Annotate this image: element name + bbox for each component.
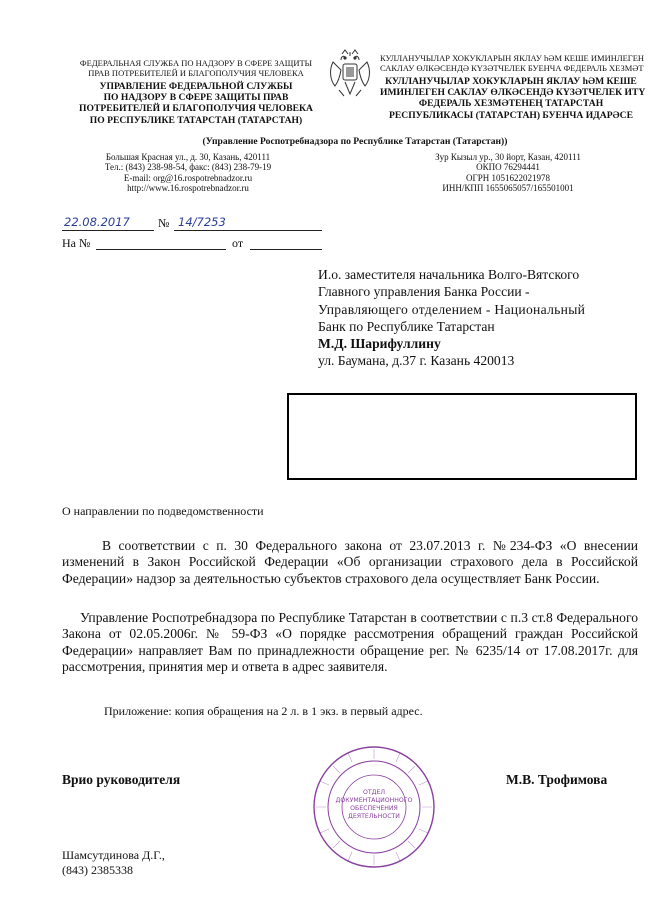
stamp-line-4: ДЕЯТЕЛЬНОСТИ: [348, 813, 400, 820]
agency-line-2-tatar: САКЛАУ ӨЛКӘСЕНДӘ КҮЗӘТЧЕЛЕК БУЕНЧА ФЕДЕРАЛЬ ХЕЗМӘТ: [380, 63, 644, 73]
stamp-line-3: ОБЕСПЕЧЕНИЯ: [350, 805, 398, 812]
body-paragraph-2: Управление Роспотребнадзора по Республике Татарстан в соответствии с п.3 ст.8 Федерального Закона от 02.05.2006г. № 59-ФЗ «О порядке рассмотрения обращений граждан Российской Федерации» направляет Вам по принадлежности обращение рег. № 6235/14 от 17.08.2017г. для рассмотрения, принятия мер и ответа в адрес заявителя.: [62, 610, 638, 674]
body-paragraph-1: В соответствии с п. 30 Федерального закона от 23.07.2013 г. №234-ФЗ «О внесении изменений в Закон Российской Федерации «Об организации страхового дела в Российской Федерации» надзор за деятельностью субъектов страхового дела осуществляет Банк России.: [62, 538, 638, 586]
okpo: ОКПО 76294441: [476, 162, 540, 173]
email: E-mail: org@16.rospotrebnadzor.ru: [123, 172, 253, 183]
office-line-1: УПРАВЛЕНИЕ ФЕДЕРАЛЬНОЙ СЛУЖБЫ: [99, 81, 293, 92]
coat-of-arms-icon: [325, 46, 375, 104]
office-line-2: ПО НАДЗОРУ В СФЕРЕ ЗАЩИТЫ ПРАВ: [103, 92, 289, 104]
reg-no-label: №: [158, 216, 170, 230]
office-line-1-tatar: КУЛЛАНУЧЫЛАР ХОКУКЛАРЫН ЯКЛАУ һӘМ КЕШЕ: [385, 76, 637, 87]
incoming-reg: [62, 236, 322, 252]
contacts-left: [68, 152, 308, 193]
attachment-note: Приложение: копия обращения на 2 л. в 1 экз. в первый адрес.: [104, 704, 423, 718]
executor-name: Шамсутдинова Д.Г.,: [62, 848, 165, 862]
ogrn: ОГРН 1051622021978: [466, 172, 550, 183]
addressee-name: М.Д. Шарифуллину: [318, 336, 441, 352]
stamp-text: [334, 789, 414, 821]
short-name: (Управление Роспотребнадзора по Республике Татарстан (Татарстан)): [202, 136, 508, 147]
reg-number-line: [174, 216, 322, 231]
office-line-2-tatar: ИМИНЛЕГЕН САКЛАУ ӨЛКӘСЕНДӘ КҮЗӘТЧЕЛЕК ИТҮ: [380, 87, 646, 99]
addressee-line-3: Управляющего отделением - Национальный: [318, 301, 586, 317]
address-right: Зур Кызыл ур., 30 йорт, Казан, 420111: [435, 152, 581, 162]
address-left: Большая Красная ул., д. 30, Казань, 420111: [105, 152, 271, 162]
contacts-right: [392, 152, 624, 193]
addressee-line-2: Главного управления Банка России -: [318, 284, 530, 300]
reg-date: 22.08.2017: [64, 215, 130, 229]
office-line-3: ПОТРЕБИТЕЛЕЙ И БЛАГОПОЛУЧИЯ ЧЕЛОВЕКА: [79, 103, 313, 115]
stamp-line-1: ОТДЕЛ: [362, 789, 386, 796]
agency-line-2: ПРАВ ПОТРЕБИТЕЛЕЙ И БЛАГОПОЛУЧИЯ ЧЕЛОВЕКА: [88, 68, 304, 78]
phone-fax: Тел.: (843) 238-98-54, факс: (843) 238-79-19: [104, 162, 272, 173]
executor-phone: (843) 2385338: [62, 863, 133, 877]
office-line-4-tatar: РЕСПУБЛИКАСЫ (ТАТАРСТАН) БУЕНЧА ИДАРӘСЕ: [389, 109, 633, 121]
executor-block: [62, 848, 165, 878]
from-label: от: [232, 236, 244, 250]
agency-line-1: ФЕДЕРАЛЬНАЯ СЛУЖБА ПО НАДЗОРУ В СФЕРЕ ЗАЩИТЫ: [79, 58, 313, 68]
outgoing-reg: [62, 216, 322, 234]
addressee-block: [318, 266, 638, 370]
on-no-label: На №: [62, 236, 91, 250]
reg-date-line: [62, 216, 154, 231]
office-stamp: [312, 745, 436, 869]
website: http://www.16.rospotrebnadzor.ru: [127, 182, 249, 193]
subject-line: О направлении по подведомственности: [62, 504, 264, 518]
signer-position: Врио руководителя: [62, 772, 181, 787]
on-no-line: [96, 236, 226, 250]
agency-line-1-tatar: КУЛЛАНУЧЫЛАР ХОКУКЛАРЫН ЯКЛАУ һӘМ КЕШЕ ИМИНЛЕГЕН: [380, 53, 645, 63]
addressee-line-1: И.о. заместителя начальника Волго-Вятского: [318, 267, 580, 282]
signer-name: М.В. Трофимова: [506, 772, 608, 787]
header-right: [380, 53, 646, 121]
addressee-line-4: Банк по Республике Татарстан: [318, 318, 495, 334]
office-line-3-tatar: ФЕДЕРАЛЬ ХЕЗМӘТЕНЕҢ ТАТАРСТАН: [418, 98, 604, 110]
addressee-address: ул. Баумана, д.37 г. Казань 420013: [318, 353, 515, 369]
redacted-box: [287, 393, 637, 480]
header-left: [62, 58, 330, 126]
from-line: [250, 236, 322, 250]
reg-number: 14/7253: [178, 215, 226, 229]
inn-kpp: ИНН/КПП 1655065057/165501001: [442, 182, 574, 193]
stamp-line-2: ДОКУМЕНТАЦИОННОГО: [335, 797, 413, 804]
office-line-4: ПО РЕСПУБЛИКЕ ТАТАРСТАН (ТАТАРСТАН): [89, 114, 303, 126]
